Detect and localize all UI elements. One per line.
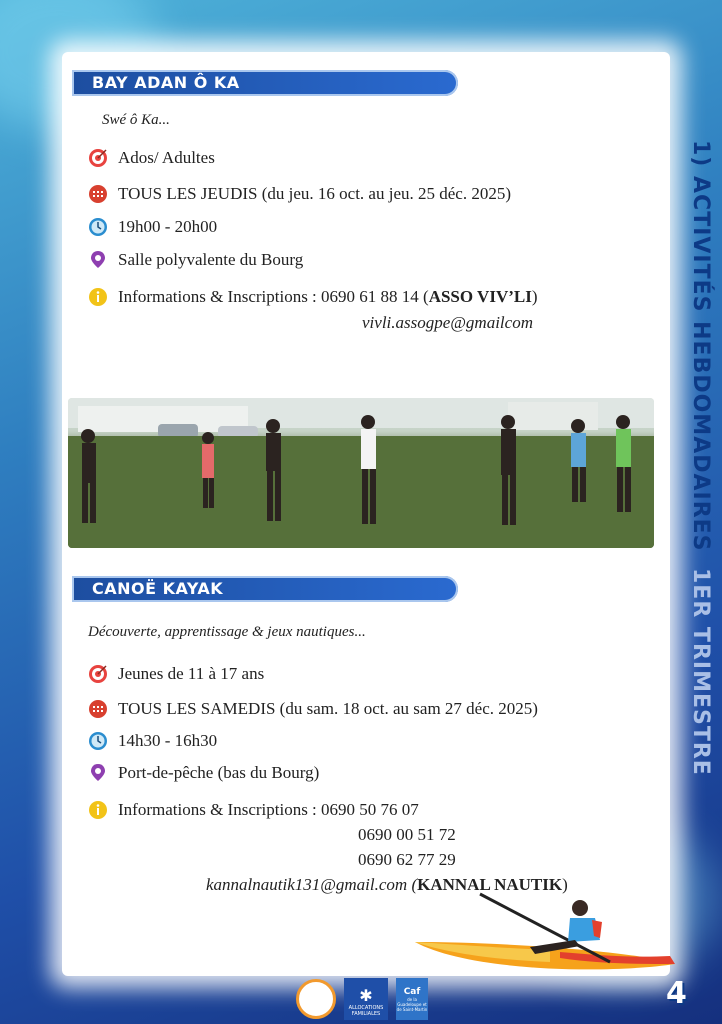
section-title-bar <box>72 576 458 602</box>
info-row <box>88 800 419 820</box>
side-title <box>683 140 713 776</box>
time-text: 19h00 - 20h00 <box>118 217 218 236</box>
caf-region-text: de la Guadeloupe et de Saint-Martin <box>396 996 428 1012</box>
email-text: kannalnautik131@gmail.com ( <box>206 875 418 894</box>
section-intro: Swé ô Ka... <box>102 112 170 128</box>
snowflake-icon: ✱ <box>359 986 373 1005</box>
allocations-text: ALLOCATIONS FAMILIALES <box>348 1005 384 1017</box>
kayak-illustration <box>410 892 680 978</box>
info-close: ) <box>562 875 568 894</box>
dance-class-photo <box>68 398 654 548</box>
organization-name: ASSO VIV’LI <box>428 287 532 306</box>
side-title-main: 1) ACTIVITÉS HEBDOMADAIRES <box>688 140 713 552</box>
place-text: Salle polyvalente du Bourg <box>118 250 304 269</box>
section-title-bar <box>72 70 458 96</box>
info-row <box>88 287 538 307</box>
info-close: ) <box>531 287 538 306</box>
time-text: 14h30 - 16h30 <box>118 731 218 750</box>
place-text: Port-de-pêche (bas du Bourg) <box>118 763 320 782</box>
time-row <box>88 731 217 751</box>
municipality-logo <box>296 979 336 1019</box>
place-row <box>88 250 303 270</box>
organization-name: KANNAL NAUTIK <box>417 875 563 894</box>
clock-icon <box>88 217 108 237</box>
phone-text: 0690 62 77 29 <box>358 850 456 869</box>
section-title: CANOË KAYAK <box>92 579 224 598</box>
page-number: 4 <box>666 976 687 1011</box>
schedule-row <box>88 184 511 204</box>
info-text <box>118 287 538 307</box>
section-title: BAY ADAN Ô KA <box>92 73 240 92</box>
audience-row <box>88 664 264 684</box>
allocations-logo <box>344 978 388 1020</box>
section-intro: Découverte, apprentissage & jeux nautiques... <box>88 624 366 640</box>
calendar-icon <box>88 184 108 204</box>
location-pin-icon <box>88 763 108 783</box>
schedule-text: TOUS LES JEUDIS (du jeu. 16 oct. au jeu. 25 déc. 2025) <box>118 184 511 203</box>
phone-text: 0690 00 51 72 <box>358 825 456 844</box>
time-row <box>88 217 217 237</box>
email-text: vivli.assogpe@gmailcom <box>362 313 533 332</box>
audience-text: Jeunes de 11 à 17 ans <box>118 664 265 683</box>
clock-icon <box>88 731 108 751</box>
caf-logo <box>396 978 428 1020</box>
target-icon <box>88 148 108 168</box>
audience-text: Ados/ Adultes <box>118 148 215 167</box>
target-icon <box>88 664 108 684</box>
location-pin-icon <box>88 250 108 270</box>
calendar-icon <box>88 699 108 719</box>
schedule-text: TOUS LES SAMEDIS (du sam. 18 oct. au sam 27 déc. 2025) <box>118 699 538 718</box>
info-icon <box>88 287 108 307</box>
info-text: Informations & Inscriptions : 0690 50 76 07 <box>118 800 419 819</box>
caf-text: Caf <box>403 986 421 997</box>
schedule-row <box>88 699 538 719</box>
info-icon <box>88 800 108 820</box>
photo-illustration <box>68 398 654 548</box>
info-label: Informations & Inscriptions : 0690 61 88 14 ( <box>118 287 429 306</box>
audience-row <box>88 148 215 168</box>
partner-logos <box>296 978 428 1020</box>
side-title-trimester: 1ER TRIMESTRE <box>688 568 713 776</box>
place-row <box>88 763 319 783</box>
